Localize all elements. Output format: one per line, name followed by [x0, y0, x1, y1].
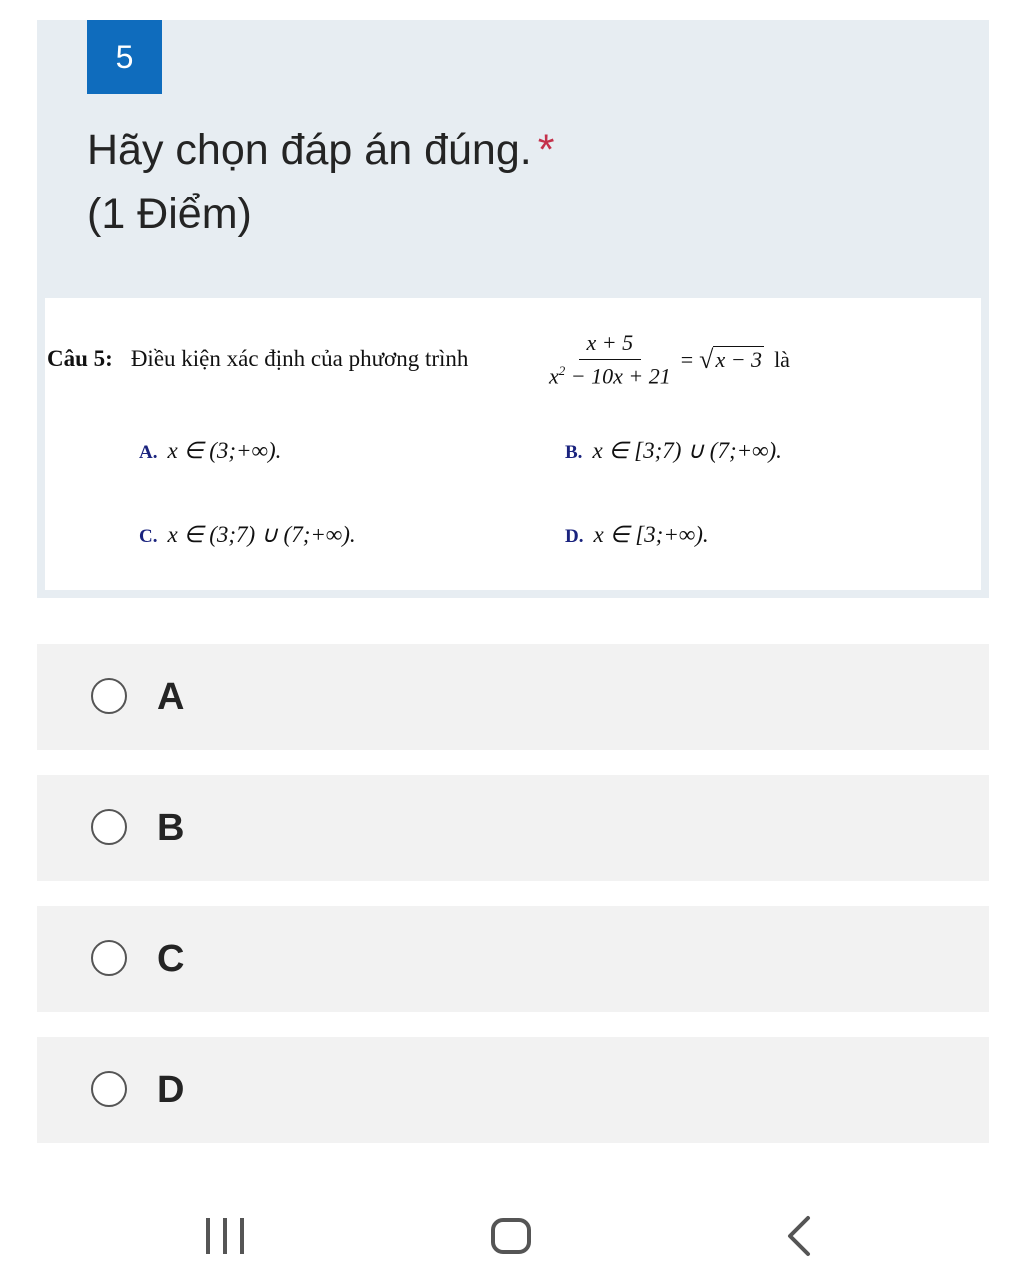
choice-c[interactable]	[37, 906, 989, 1012]
image-option-b	[565, 438, 782, 464]
image-option-c	[139, 522, 356, 548]
question-number-badge: 5	[87, 20, 162, 94]
equation	[545, 330, 790, 389]
back-icon[interactable]	[784, 1214, 814, 1258]
question-image	[45, 298, 981, 590]
recent-apps-icon[interactable]	[206, 1218, 244, 1254]
image-option-text: x ∈ (3;+∞).	[167, 438, 282, 463]
choice-label: D	[157, 1069, 185, 1111]
equals-sign: =	[680, 346, 694, 372]
required-asterisk: *	[537, 126, 555, 174]
radio-button[interactable]	[91, 678, 127, 714]
radical-sign: √	[699, 345, 714, 375]
denominator-exponent: 2	[558, 363, 566, 378]
choice-d[interactable]	[37, 1037, 989, 1143]
image-option-text: x ∈ (3;7) ∪ (7;+∞).	[167, 522, 356, 547]
denominator-base: x	[549, 363, 559, 389]
system-navigation-bar	[0, 1180, 1024, 1280]
image-option-text: x ∈ [3;+∞).	[593, 522, 709, 547]
image-option-label: A.	[139, 442, 158, 463]
equation-fraction	[545, 330, 675, 389]
radio-button[interactable]	[91, 809, 127, 845]
choice-b[interactable]	[37, 775, 989, 881]
image-option-label: B.	[565, 442, 583, 463]
image-option-label: C.	[139, 526, 158, 547]
question-card	[37, 20, 989, 598]
question-label: Câu 5:	[47, 346, 113, 371]
question-title	[87, 118, 947, 182]
question-stem	[47, 346, 468, 372]
square-root	[699, 346, 764, 373]
choice-label: B	[157, 807, 185, 849]
question-stem-text: Điều kiện xác định của phương trình	[130, 346, 469, 371]
home-icon[interactable]	[491, 1218, 531, 1254]
image-option-label: D.	[565, 526, 584, 547]
choice-a[interactable]	[37, 644, 989, 750]
denominator-rest: − 10x + 21	[565, 363, 671, 389]
question-points: (1 Điểm)	[87, 190, 252, 238]
question-title-text: Hãy chọn đáp án đúng.	[87, 126, 532, 174]
equation-suffix: là	[774, 346, 790, 372]
choice-label: A	[157, 676, 185, 718]
image-option-a	[139, 438, 281, 464]
radio-button[interactable]	[91, 940, 127, 976]
fraction-numerator: x + 5	[579, 330, 642, 360]
image-option-text: x ∈ [3;7) ∪ (7;+∞).	[592, 438, 782, 463]
radicand: x − 3	[715, 347, 763, 373]
fraction-denominator	[545, 360, 675, 389]
choice-label: C	[157, 938, 185, 980]
image-option-d	[565, 522, 709, 548]
radio-button[interactable]	[91, 1071, 127, 1107]
